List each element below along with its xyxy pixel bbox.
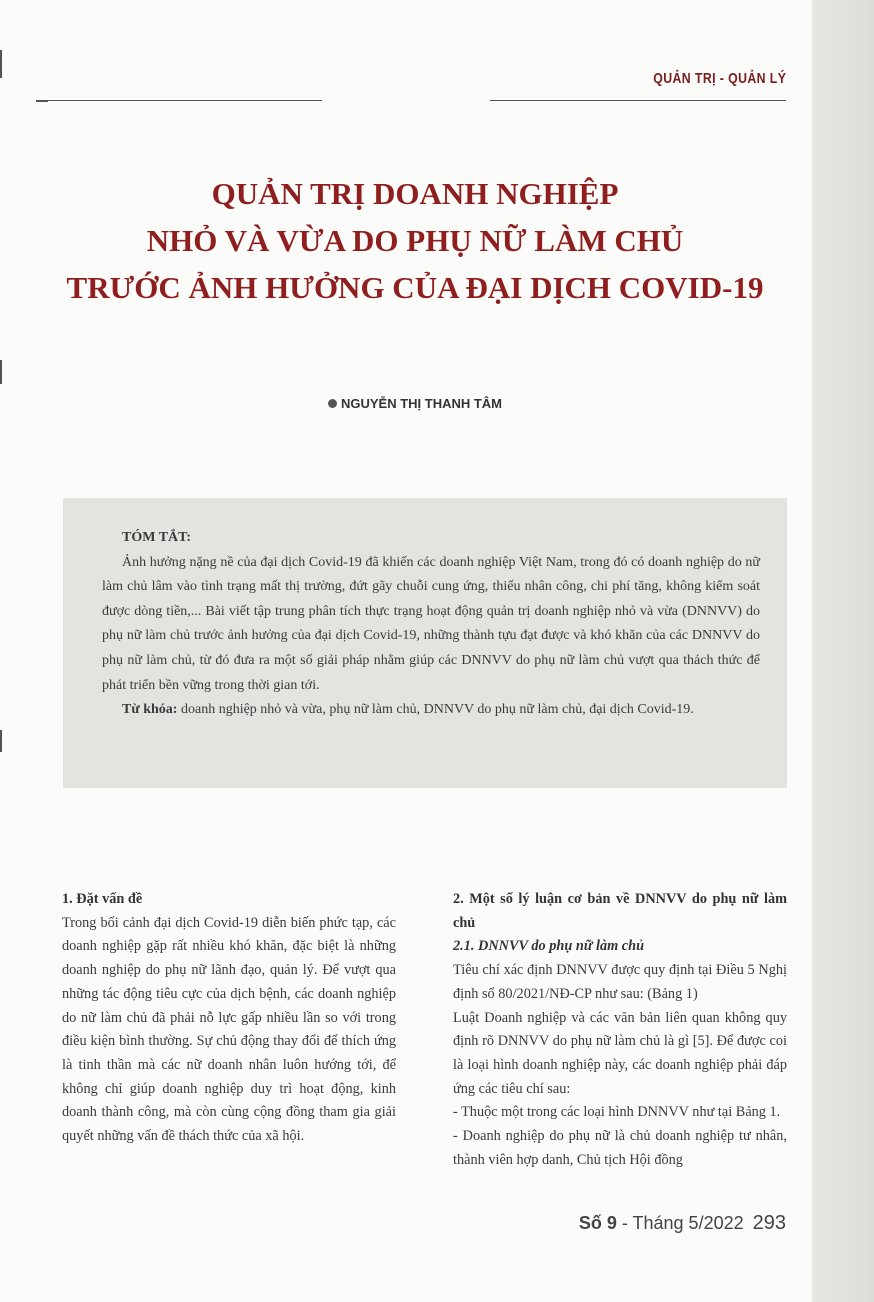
- abstract-heading: TÓM TẮT:: [122, 530, 192, 545]
- paragraph-bullet-2: - Doanh nghiệp do phụ nữ là chủ doanh nghiệp tư nhân, thành viên hợp danh, Chủ tịch Hội đồng: [453, 1128, 787, 1168]
- abstract-body: Ảnh hưởng nặng nề của đại dịch Covid-19 đã khiến các doanh nghiệp Việt Nam, trong đó có doanh nghiệp do nữ làm chủ lâm vào tình trạng mất thị trường, đứt gãy chuỗi cung ứng, thiếu nhân công, chi phí tăng, không kiểm soát được dòng tiền,... Bài viết tập trung phân tích thực trạng hoạt động quản trị doanh nghiệp nhỏ và vừa (DNNVV) do phụ nữ làm chủ trước ảnh hưởng của đại dịch Covid-19, những thành tựu đạt được và khó khăn của các DNNVV do phụ nữ làm chủ, từ đó đưa ra một số giải pháp nhằm giúp các DNNVV do phụ nữ làm chủ vượt qua thách thức để phát triển bền vững trong thời gian tới.: [102, 554, 760, 693]
- header-rule-right: [490, 100, 786, 101]
- abstract-keywords: [102, 698, 760, 723]
- paragraph-law: Luật Doanh nghiệp và các văn bản liên quan không quy định rõ DNNVV do phụ nữ làm chủ là gì [5]. Để được coi là loại hình doanh nghiệp này, các doanh nghiệp phải đáp ứng các tiêu chí sau:: [453, 1009, 787, 1097]
- title-line-1: QUẢN TRỊ DOANH NGHIỆP: [211, 176, 619, 211]
- title-line-3: TRƯỚC ẢNH HƯỞNG CỦA ĐẠI DỊCH COVID-19: [66, 270, 764, 305]
- paragraph-bullet-1: - Thuộc một trong các loại hình DNNVV như tại Bảng 1.: [453, 1104, 781, 1121]
- header-rule-left: [36, 100, 322, 101]
- section-1-heading: 1. Đặt vấn đề: [62, 891, 143, 907]
- right-column: [453, 888, 787, 1172]
- left-column: [62, 888, 396, 1149]
- page-footer: [579, 1212, 786, 1235]
- author-name: NGUYỄN THỊ THANH TÂM: [340, 396, 503, 411]
- section-2-heading: 2. Một số lý luận cơ bản về DNNVV do phụ nữ làm chủ: [453, 891, 787, 931]
- section-1-paragraph: Trong bối cảnh đại dịch Covid-19 diễn biến phức tạp, các doanh nghiệp gặp rất nhiều khó khăn, đặc biệt là những doanh nghiệp do phụ nữ lãnh đạo, quản lý. Để vượt qua những tác động tiêu cực của dịch bệnh, các doanh nghiệp do nữ làm chủ đã phải nỗ lực gấp nhiều lần so với trong điều kiện bình thường. Sự chủ động thay đổi để thích ứng là tinh thần mà các nữ doanh nhân luôn hướng tới, để không chỉ giúp doanh nghiệp duy trì hoạt động, kinh doanh thành công, mà còn cùng cộng đồng tham gia giải quyết những vấn đề thách thức của xã hội.: [62, 914, 396, 1145]
- page-number: 293: [752, 1212, 786, 1234]
- author-byline: [0, 396, 830, 411]
- keywords-text: doanh nghiệp nhỏ và vừa, phụ nữ làm chủ, DNNVV do phụ nữ làm chủ, đại dịch Covid-19.: [180, 702, 694, 718]
- article-title: [0, 170, 830, 311]
- title-line-2: NHỎ VÀ VỪA DO PHỤ NỮ LÀM CHỦ: [146, 223, 684, 258]
- issue-date: - Tháng 5/2022: [621, 1213, 744, 1233]
- keywords-label: Từ khóa:: [122, 702, 178, 718]
- bullet-icon: [328, 399, 337, 408]
- paragraph-criteria: Tiêu chí xác định DNNVV được quy định tại Điều 5 Nghị định số 80/2021/NĐ-CP như sau: (Bảng 1): [453, 962, 787, 1002]
- abstract-content: [102, 526, 760, 723]
- section-2-1-heading: 2.1. DNNVV do phụ nữ làm chủ: [453, 938, 645, 955]
- header-rule-tick: [36, 100, 48, 102]
- section-label: QUẢN TRỊ - QUẢN LÝ: [652, 70, 786, 87]
- abstract-box: [63, 498, 787, 788]
- issue-number: Số 9: [578, 1213, 617, 1233]
